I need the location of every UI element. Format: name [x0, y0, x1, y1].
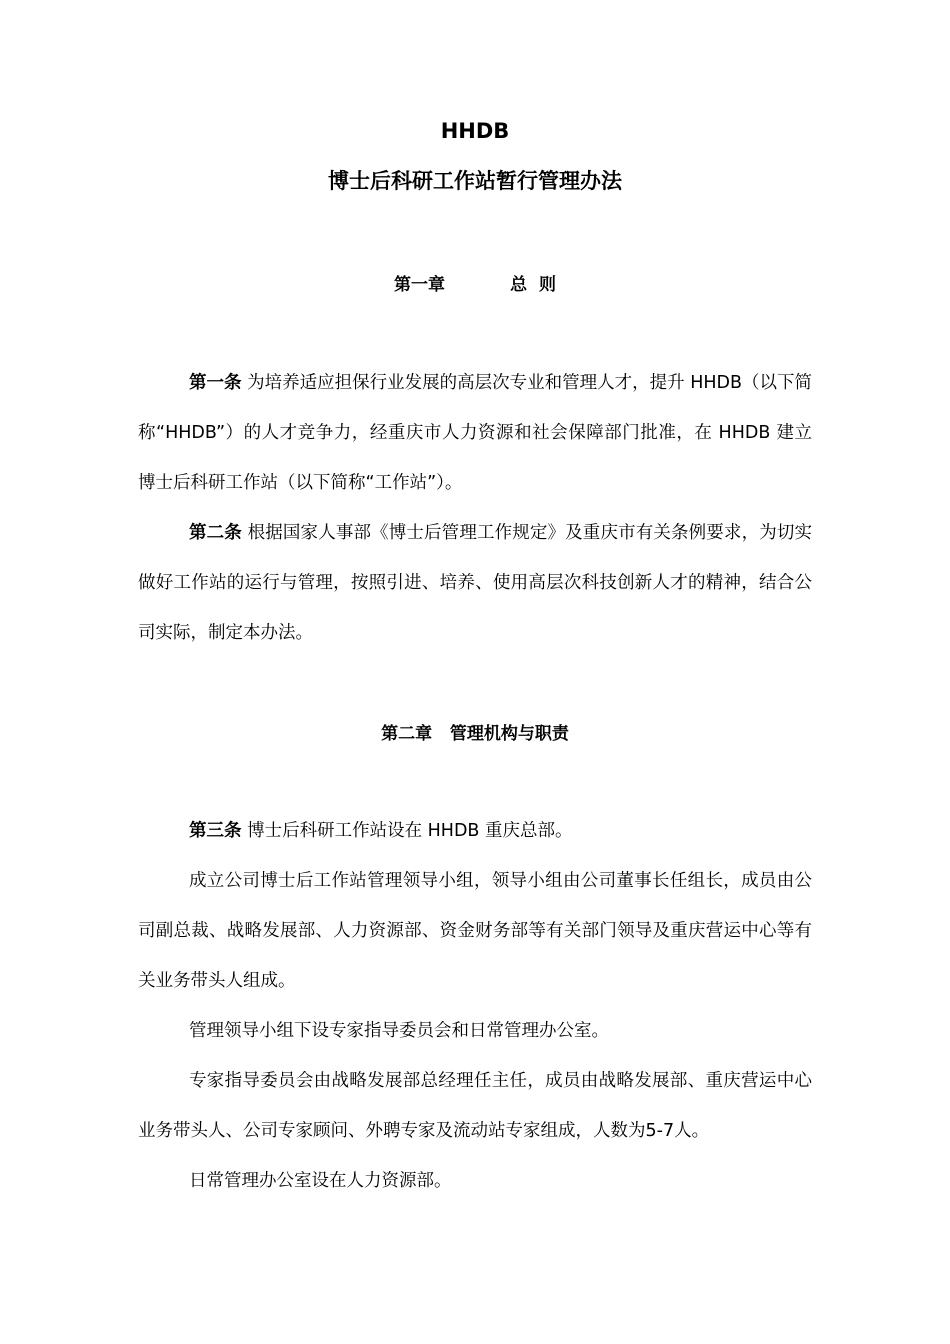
paragraph-admin-office: 日常管理办公室设在人力资源部。 — [189, 1171, 452, 1191]
document-title: 博士后科研工作站暂行管理办法 — [328, 169, 622, 193]
document-title-code: HHDB — [440, 119, 510, 143]
article-2 — [138, 508, 812, 658]
article-label: 第二条 — [189, 523, 242, 543]
chapter-heading-1 — [0, 272, 950, 298]
article-text: 根据国家人事部《博士后管理工作规定》及重庆市有关条例要求，为切实做好工作站的运行与管理，按照引进、培养、使用高层次科技创新人才的精神，结合公司实际，制定本办法。 — [138, 523, 812, 643]
article-label: 第三条 — [189, 821, 242, 841]
chapter-name: 管理机构与职责 — [449, 724, 569, 744]
article-text: 为培养适应担保行业发展的高层次专业和管理人才，提升 HHDB（以下简称“HHDB”）的人才竞争力，经重庆市人力资源和社会保障部门批准，在 HHDB 建立博士后科研工作站（以下简称“工作站”）。 — [138, 373, 812, 493]
paragraph-leadership-group: 成立公司博士后工作站管理领导小组，领导小组由公司董事长任组长，成员由公司副总裁、战略发展部、人力资源部、资金财务部等有关部门领导及重庆营运中心等有关业务带头人组成。 — [138, 871, 812, 991]
article-label: 第一条 — [189, 373, 242, 393]
chapter-label: 第二章 — [381, 724, 433, 744]
article-3 — [138, 806, 812, 856]
paragraph-subdivisions: 管理领导小组下设专家指导委员会和日常管理办公室。 — [189, 1021, 609, 1041]
article-text: 博士后科研工作站设在 HHDB 重庆总部。 — [247, 821, 573, 841]
chapter-name: 总 则 — [510, 275, 556, 295]
chapter-label: 第一章 — [394, 275, 446, 295]
chapter-heading-2 — [0, 721, 950, 747]
article-1 — [138, 358, 812, 508]
paragraph-expert-committee: 专家指导委员会由战略发展部总经理任主任，成员由战略发展部、重庆营运中心业务带头人、公司专家顾问、外聘专家及流动站专家组成，人数为5-7人。 — [138, 1071, 812, 1141]
